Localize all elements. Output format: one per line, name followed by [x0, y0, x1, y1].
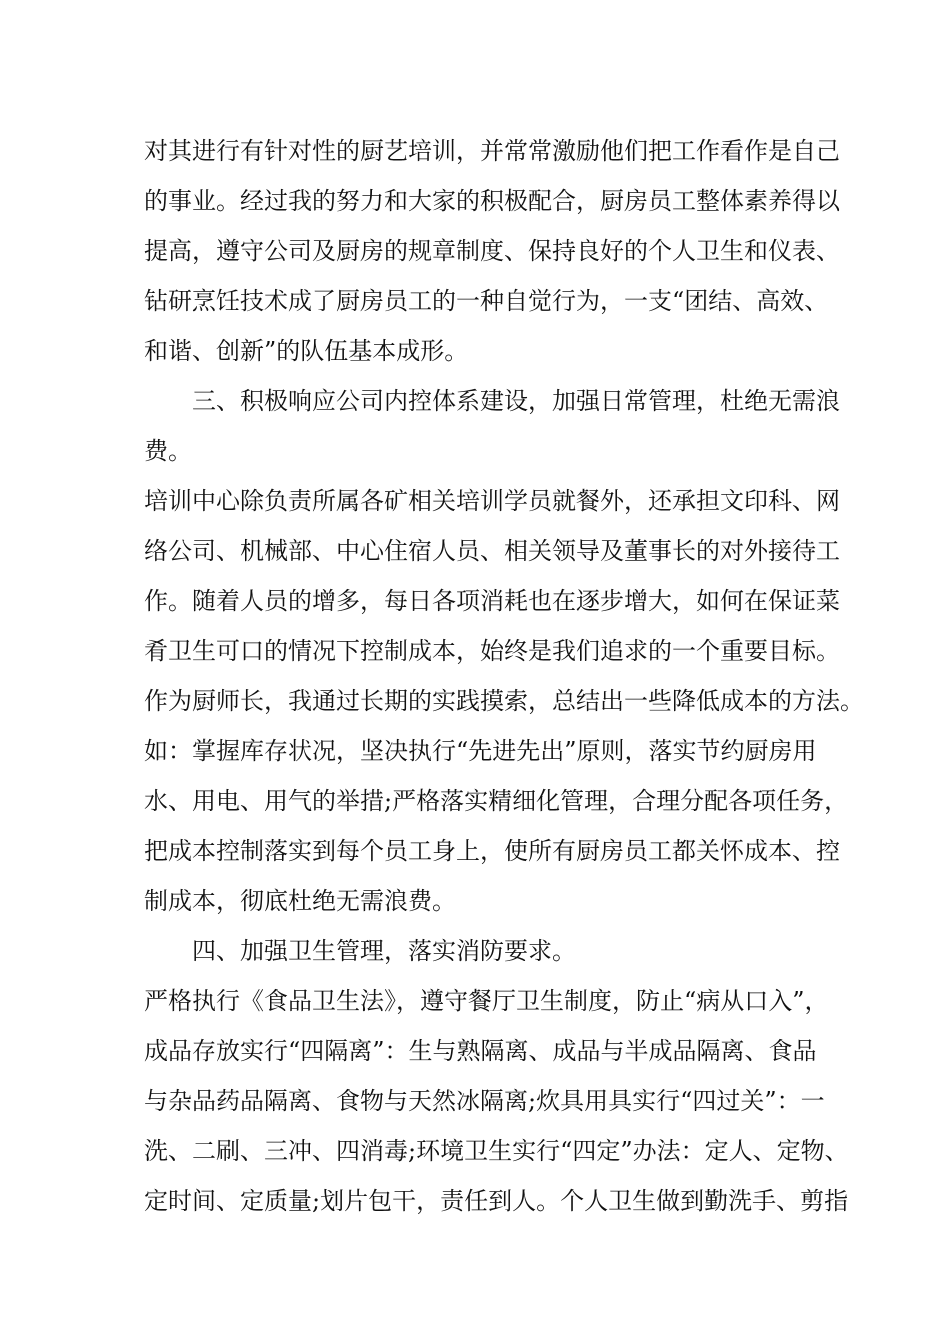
paragraph-line: 作。随着人员的增多，每日各项消耗也在逐步增大，如何在保证菜 [144, 587, 840, 615]
paragraph-line: 对其进行有针对性的厨艺培训，并常常激励他们把工作看作是自己 [144, 137, 840, 165]
paragraph-line: 作为厨师长，我通过长期的实践摸索，总结出一些降低成本的方法。 [144, 687, 864, 715]
paragraph-line: 制成本，彻底杜绝无需浪费。 [144, 887, 456, 915]
paragraph-line: 水、用电、用气的举措;严格落实精细化管理，合理分配各项任务， [144, 787, 849, 815]
paragraph-line: 钻研烹饪技术成了厨房员工的一种自觉行为，一支“团结、高效、 [144, 287, 829, 315]
paragraph-line: 定时间、定质量;划片包干，责任到人。个人卫生做到勤洗手、剪指 [144, 1187, 849, 1215]
paragraph-line: 提高，遵守公司及厨房的规章制度、保持良好的个人卫生和仪表、 [144, 237, 840, 265]
paragraph-line: 肴卫生可口的情况下控制成本，始终是我们追求的一个重要目标。 [144, 637, 840, 665]
paragraph-line: 洗、二刷、三冲、四消毒;环境卫生实行“四定”办法：定人、定物、 [144, 1137, 849, 1165]
paragraph-line: 的事业。经过我的努力和大家的积极配合，厨房员工整体素养得以 [144, 187, 840, 215]
paragraph-line: 严格执行《食品卫生法》，遵守餐厅卫生制度，防止“病从口入”， [144, 987, 829, 1015]
paragraph-line: 如：掌握库存状况，坚决执行“先进先出”原则，落实节约厨房用 [144, 737, 817, 765]
paragraph-line: 成品存放实行“四隔离”：生与熟隔离、成品与半成品隔离、食品 [144, 1037, 817, 1065]
paragraph-line: 和谐、创新”的队伍基本成形。 [144, 337, 469, 365]
paragraph-line: 络公司、机械部、中心住宿人员、相关领导及董事长的对外接待工 [144, 537, 840, 565]
paragraph-line: 与杂品药品隔离、食物与天然冰隔离;炊具用具实行“四过关”：一 [144, 1087, 825, 1115]
paragraph-line: 费。 [144, 437, 192, 465]
section-heading-3: 三、积极响应公司内控体系建设，加强日常管理，杜绝无需浪 [192, 387, 840, 415]
paragraph-line: 培训中心除负责所属各矿相关培训学员就餐外，还承担文印科、网 [144, 487, 840, 515]
section-heading-4: 四、加强卫生管理，落实消防要求。 [192, 937, 576, 965]
paragraph-line: 把成本控制落实到每个员工身上，使所有厨房员工都关怀成本、控 [144, 837, 840, 865]
